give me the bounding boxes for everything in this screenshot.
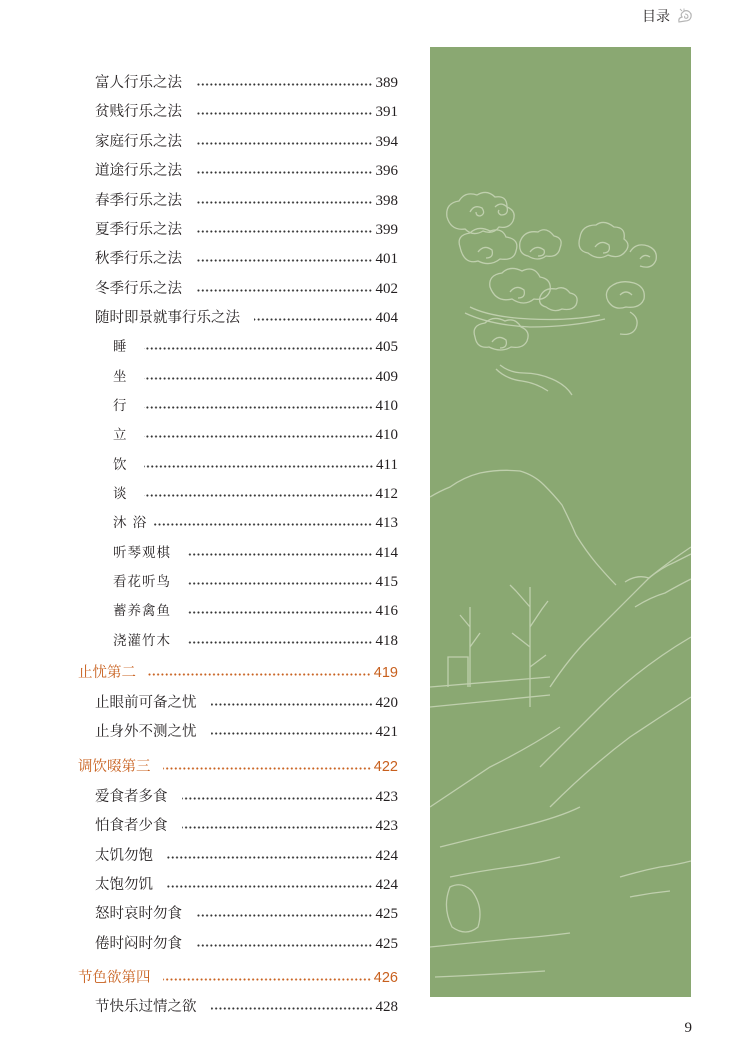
dot-leader <box>196 289 373 292</box>
dot-leader <box>144 406 373 409</box>
toc-entry-page: 411 <box>376 457 398 473</box>
toc-entry-title: 止眼前可备之忧 <box>95 695 197 711</box>
toc-entry[interactable] <box>113 424 398 446</box>
toc-entry[interactable] <box>95 996 398 1018</box>
toc-entry[interactable] <box>113 454 398 476</box>
dot-leader <box>182 797 373 800</box>
dot-leader <box>163 978 371 981</box>
toc-entry[interactable] <box>95 131 398 153</box>
toc-entry-page: 424 <box>375 848 398 864</box>
toc-entry-title: 道途行乐之法 <box>95 163 182 179</box>
toc-entry-title: 怒时哀时勿食 <box>95 906 182 922</box>
dot-leader <box>187 553 373 556</box>
toc-entry[interactable] <box>95 278 398 300</box>
dot-leader <box>196 83 373 86</box>
toc-entry[interactable] <box>95 101 398 123</box>
dot-leader <box>182 826 373 829</box>
toc-entry-page: 402 <box>375 281 398 297</box>
toc-entry-page: 389 <box>375 75 398 91</box>
toc-entry-title: 太饱勿饥 <box>95 877 153 893</box>
toc-entry-title: 随时即景就事行乐之法 <box>95 310 240 326</box>
toc-entry-title: 倦时闷时勿食 <box>95 936 182 952</box>
running-header <box>642 6 694 26</box>
toc-entry[interactable] <box>95 721 398 743</box>
toc-chapter-entry[interactable] <box>78 756 398 778</box>
toc-entry-page: 399 <box>375 222 398 238</box>
toc-entry-page: 421 <box>375 724 398 740</box>
dot-leader <box>187 641 373 644</box>
toc-entry-page: 396 <box>375 163 398 179</box>
toc-entry-page: 415 <box>375 574 398 590</box>
toc-entry-page: 422 <box>373 759 398 775</box>
toc-entry[interactable] <box>113 630 398 652</box>
toc-entry[interactable] <box>113 600 398 622</box>
toc-entry[interactable] <box>113 366 398 388</box>
toc-entry-title: 止身外不测之忧 <box>95 724 197 740</box>
dot-leader <box>196 914 373 917</box>
toc-chapter-title: 调饮啜第三 <box>78 759 151 775</box>
dot-leader <box>144 377 373 380</box>
toc-entry-page: 391 <box>375 104 398 120</box>
dot-leader <box>167 885 373 888</box>
toc-entry-page: 418 <box>375 633 398 649</box>
toc-chapter-entry[interactable] <box>78 662 398 684</box>
toc-entry-title: 听琴观棋 <box>113 545 171 561</box>
toc-entry[interactable] <box>113 571 398 593</box>
toc-entry[interactable] <box>95 307 398 329</box>
toc-entry-title: 秋季行乐之法 <box>95 251 182 267</box>
dot-leader <box>144 435 373 438</box>
toc-entry[interactable] <box>113 395 398 417</box>
cloud-and-mountain-drawing <box>430 47 691 997</box>
dot-leader <box>196 112 373 115</box>
toc-entry-page: 425 <box>375 906 398 922</box>
dot-leader <box>196 259 373 262</box>
toc-entry-page: 428 <box>375 999 398 1015</box>
dot-leader <box>153 523 372 526</box>
toc-entry[interactable] <box>95 933 398 955</box>
dot-leader <box>196 142 373 145</box>
toc-entry-page: 425 <box>375 936 398 952</box>
toc-entry-title: 节快乐过情之欲 <box>95 999 197 1015</box>
toc-entry-title: 贫贱行乐之法 <box>95 104 182 120</box>
toc-entry-title: 冬季行乐之法 <box>95 281 182 297</box>
toc-entry-page: 420 <box>375 695 398 711</box>
toc-entry[interactable] <box>113 483 398 505</box>
toc-entry-title: 立 <box>113 427 128 443</box>
toc-entry[interactable] <box>95 786 398 808</box>
toc-entry-page: 416 <box>375 603 398 619</box>
toc-entry-page: 424 <box>375 877 398 893</box>
dot-leader <box>211 1007 373 1010</box>
dot-leader <box>211 703 373 706</box>
toc-chapter-entry[interactable] <box>78 967 398 989</box>
toc-entry-page: 398 <box>375 193 398 209</box>
dot-leader <box>254 318 373 321</box>
toc-entry-title: 夏季行乐之法 <box>95 222 182 238</box>
toc-entry[interactable] <box>95 874 398 896</box>
toc-entry-page: 426 <box>373 970 398 986</box>
toc-entry-title: 坐 <box>113 369 128 385</box>
toc-entry[interactable] <box>95 692 398 714</box>
dot-leader <box>144 494 373 497</box>
toc-entry-title: 太饥勿饱 <box>95 848 153 864</box>
dot-leader <box>167 856 373 859</box>
toc-entry-title: 睡 <box>113 339 128 355</box>
toc-entry-title: 爱食者多食 <box>95 789 168 805</box>
toc-entry[interactable] <box>95 815 398 837</box>
toc-entry-page: 423 <box>375 789 398 805</box>
toc-entry-page: 394 <box>375 134 398 150</box>
page-number: 9 <box>684 1020 692 1036</box>
toc-entry-title: 怕食者少食 <box>95 818 168 834</box>
toc-entry[interactable] <box>95 160 398 182</box>
toc-entry-page: 413 <box>375 515 398 531</box>
dot-leader <box>196 944 373 947</box>
toc-entry[interactable] <box>95 219 398 241</box>
toc-entry-title: 行 <box>113 398 128 414</box>
toc-entry-page: 409 <box>375 369 398 385</box>
toc-chapter-title: 节色欲第四 <box>78 970 151 986</box>
toc-entry[interactable] <box>95 903 398 925</box>
toc-entry-page: 405 <box>375 339 398 355</box>
toc-entry-page: 410 <box>375 427 398 443</box>
toc-entry-title: 看花听鸟 <box>113 574 171 590</box>
toc-entry-title: 谈 <box>113 486 128 502</box>
header-title: 目录 <box>642 9 670 25</box>
toc-entry-title: 家庭行乐之法 <box>95 134 182 150</box>
toc-entry-title: 浇灌竹木 <box>113 633 171 649</box>
toc-entry-page: 414 <box>375 545 398 561</box>
toc-entry-page: 423 <box>375 818 398 834</box>
toc-entry[interactable] <box>95 248 398 270</box>
toc-entry[interactable] <box>95 190 398 212</box>
dot-leader <box>196 171 373 174</box>
dot-leader <box>148 673 371 676</box>
dot-leader <box>187 582 373 585</box>
dot-leader <box>187 611 373 614</box>
toc-entry-title: 富人行乐之法 <box>95 75 182 91</box>
toc-entry[interactable] <box>95 72 398 94</box>
landscape-illustration <box>430 47 691 997</box>
toc-entry-page: 404 <box>375 310 398 326</box>
dot-leader <box>163 767 371 770</box>
dot-leader <box>196 201 373 204</box>
toc-entry[interactable] <box>113 542 398 564</box>
toc-entry-title: 沐 浴 <box>113 515 148 531</box>
dot-leader <box>211 732 373 735</box>
toc-entry[interactable] <box>113 336 398 358</box>
dot-leader <box>196 230 373 233</box>
dot-leader <box>144 347 373 350</box>
toc-entry[interactable] <box>95 845 398 867</box>
toc-entry-page: 410 <box>375 398 398 414</box>
toc-entry-title: 春季行乐之法 <box>95 193 182 209</box>
snail-icon <box>676 8 694 24</box>
toc-entry-page: 412 <box>375 486 398 502</box>
toc-entry-title: 蓄养禽鱼 <box>113 603 171 619</box>
dot-leader <box>144 465 374 468</box>
toc-entry[interactable] <box>113 512 398 534</box>
toc-entry-page: 401 <box>375 251 398 267</box>
toc-entry-title: 饮 <box>113 457 128 473</box>
toc-chapter-title: 止忧第二 <box>78 665 136 681</box>
toc-entry-page: 419 <box>373 665 398 681</box>
